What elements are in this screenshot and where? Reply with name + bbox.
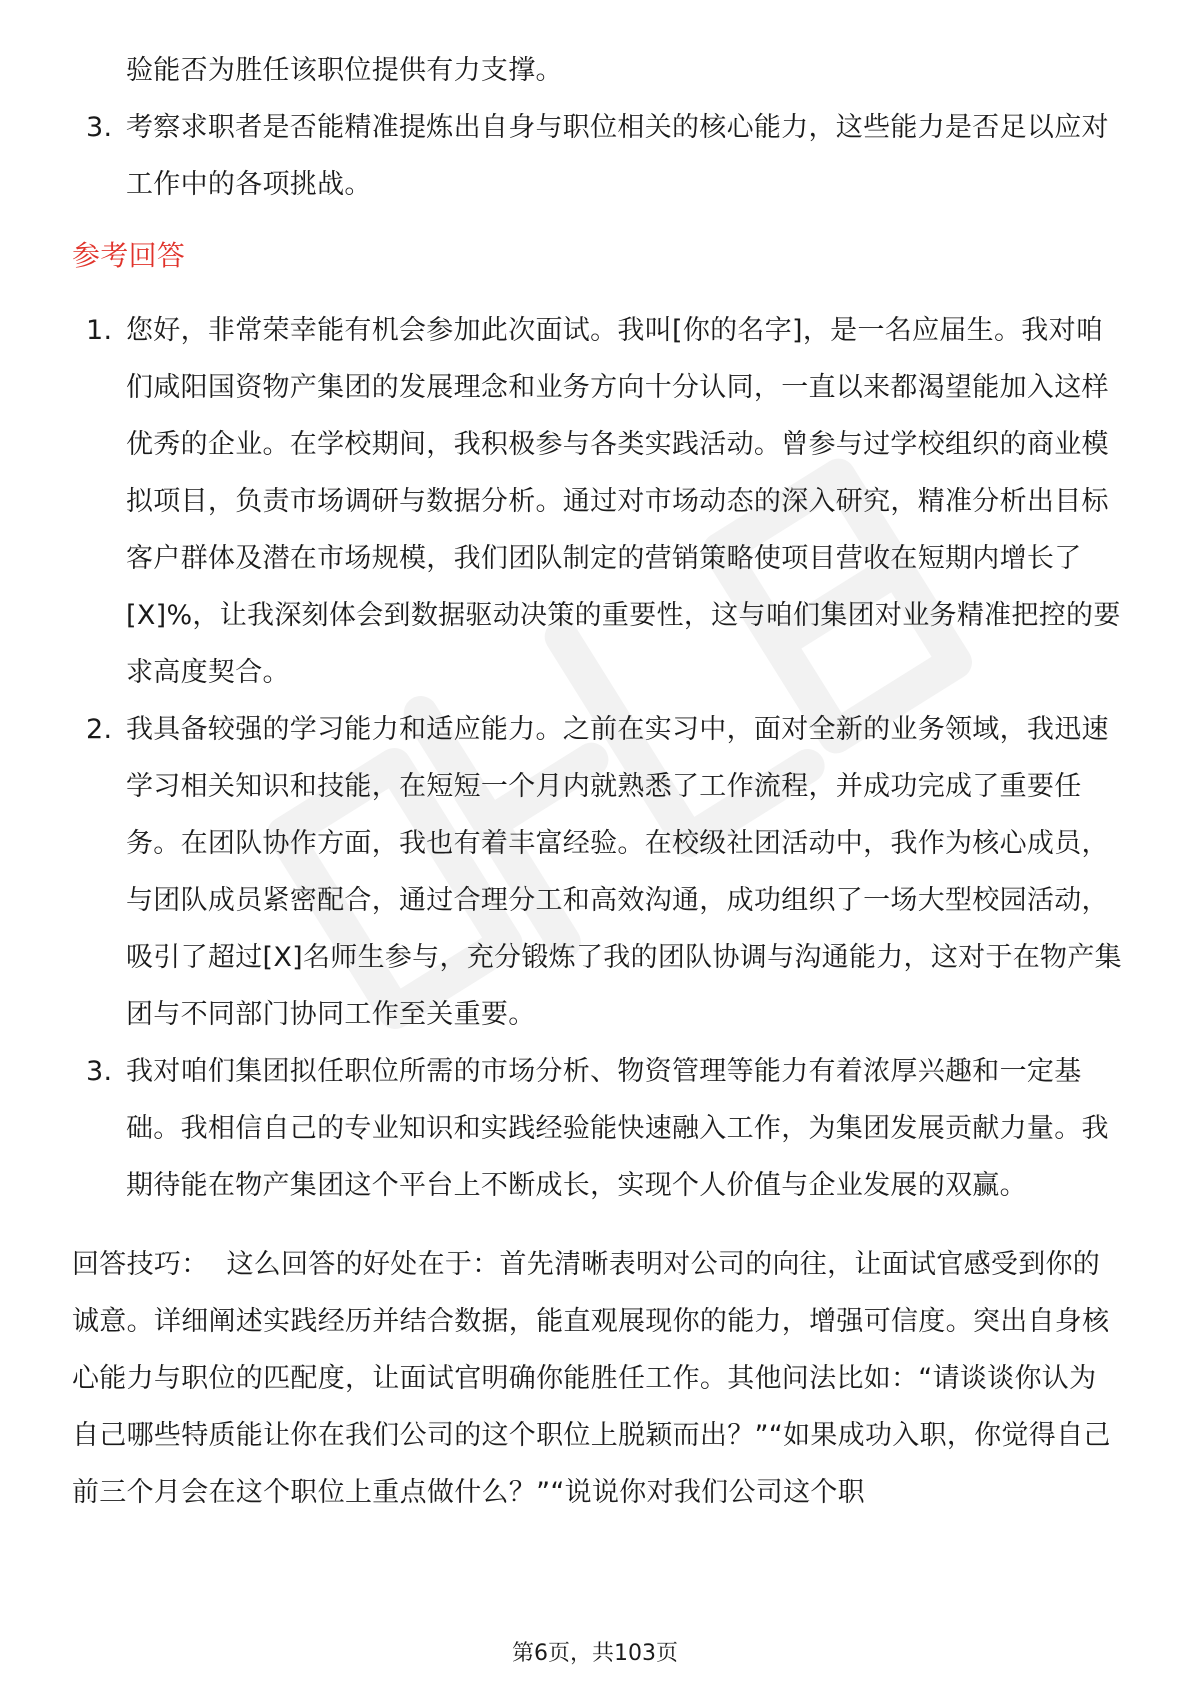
list-item-text: 我具备较强的学习能力和适应能力。之前在实习中，面对全新的业务领域，我迅速学习相关知识和技能，在短短一个月内就熟悉了工作流程，并成功完成了重要任务。在团队协作方面，我也有着丰富经验。在校级社团活动中，我作为核心成员，与团队成员紧密配合，通过合理分工和高效沟通，成功组织了一场大型校园活动，吸引了超过[X]名师生参与，充分锻炼了我的团队协调与沟通能力，这对于在物产集团与不同部门协同工作至关重要。 [126, 714, 1122, 1030]
answer-tips-text: 这么回答的好处在于：首先清晰表明对公司的向往，让面试官感受到你的诚意。详细阐述实践经历并结合数据，能直观展现你的能力，增强可信度。突出自身核心能力与职位的匹配度，让面试官明确你能胜任工作。其他问法比如：“请谈谈你认为自己哪些特质能让你在我们公司的这个职位上脱颖而出？”“如果成功入职，你觉得自己前三个月会在这个职位上重点做什么？”“说说你对我们公司这个职 [72, 1249, 1111, 1508]
list-item [72, 302, 1122, 701]
continued-paragraph: 验能否为胜任该职位提供有力支撑。 [126, 55, 563, 86]
list-item [72, 99, 1122, 213]
list-item-text: 您好，非常荣幸能有机会参加此次面试。我叫[你的名字]，是一名应届生。我对咱们咸阳国资物产集团的发展理念和业务方向十分认同，一直以来都渴望能加入这样优秀的企业。在学校期间，我积极参与各类实践活动。曾参与过学校组织的商业模拟项目，负责市场调研与数据分析。通过对市场动态的深入研究，精准分析出目标客户群体及潜在市场规模，我们团队制定的营销策略使项目营收在短期内增长了[X]%，让我深刻体会到数据驱动决策的重要性，这与咱们集团对业务精准把控的要求高度契合。 [126, 315, 1121, 688]
list-item-number: 1. [86, 315, 113, 346]
answer-tips-label: 回答技巧： [72, 1249, 209, 1280]
list-item-text: 考察求职者是否能精准提炼出自身与职位相关的核心能力，这些能力是否足以应对工作中的各项挑战。 [126, 112, 1109, 200]
list-item-text: 我对咱们集团拟任职位所需的市场分析、物资管理等能力有着浓厚兴趣和一定基础。我相信自己的专业知识和实践经验能快速融入工作，为集团发展贡献力量。我期待能在物产集团这个平台上不断成长，实现个人价值与企业发展的双赢。 [126, 1056, 1109, 1201]
list-item-number: 3. [86, 112, 113, 143]
answer-numbered-list [72, 302, 1122, 1214]
list-item [72, 1043, 1122, 1214]
page-content [72, 42, 1122, 1521]
top-numbered-list [72, 99, 1122, 213]
answer-tips-paragraph [72, 1236, 1122, 1521]
section-heading: 参考回答 [72, 239, 186, 272]
list-item-number: 3. [86, 1056, 113, 1087]
list-item-number: 2. [86, 714, 113, 745]
list-item [72, 701, 1122, 1043]
page-number-footer: 第6页，共103页 [512, 1641, 678, 1666]
